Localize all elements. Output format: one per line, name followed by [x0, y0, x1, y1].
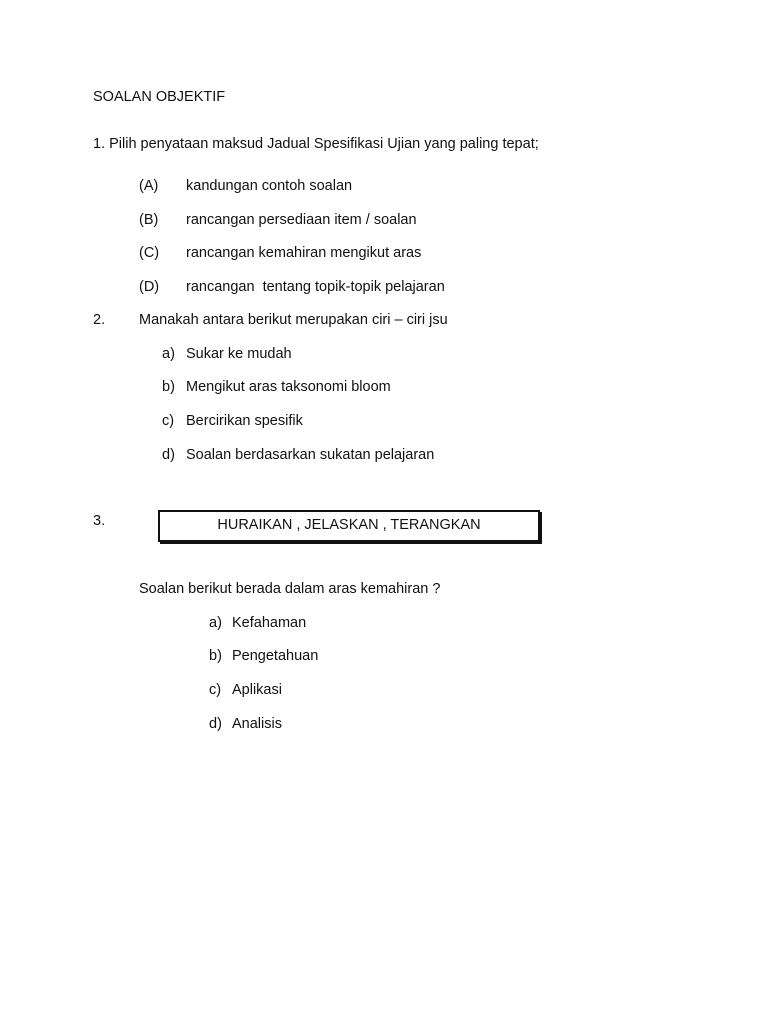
- question-2-number: 2.: [93, 312, 106, 328]
- q2-option-c-text: Bercirikan spesifik: [186, 413, 303, 429]
- q3-option-c-text: Aplikasi: [232, 682, 282, 698]
- keyword-box: HURAIKAN , JELASKAN , TERANGKAN: [158, 510, 540, 542]
- q2-option-a-text: Sukar ke mudah: [186, 346, 292, 362]
- q1-option-d-text: rancangan tentang topik-topik pelajaran: [186, 279, 445, 295]
- q1-option-d-label: (D): [139, 279, 160, 295]
- q3-option-c-label: c): [209, 682, 222, 698]
- q2-option-b-text: Mengikut aras taksonomi bloom: [186, 379, 391, 395]
- q3-option-b-text: Pengetahuan: [232, 648, 319, 664]
- q1-option-a-label: (A): [139, 178, 159, 194]
- q2-option-b-label: b): [162, 379, 175, 395]
- q2-option-d-label: d): [162, 447, 175, 463]
- question-1-text: 1. Pilih penyataan maksud Jadual Spesifikasi Ujian yang paling tepat;: [93, 136, 539, 152]
- q3-option-b-label: b): [209, 648, 222, 664]
- q3-option-a-label: a): [209, 615, 222, 631]
- question-2-text: Manakah antara berikut merupakan ciri – ciri jsu: [139, 312, 448, 328]
- q1-option-c-text: rancangan kemahiran mengikut aras: [186, 245, 422, 261]
- question-3-text: Soalan berikut berada dalam aras kemahiran ?: [139, 581, 441, 597]
- q2-option-c-label: c): [162, 413, 175, 429]
- q1-option-b-text: rancangan persediaan item / soalan: [186, 212, 417, 228]
- q3-option-d-text: Analisis: [232, 716, 282, 732]
- q3-option-a-text: Kefahaman: [232, 615, 307, 631]
- q1-option-b-label: (B): [139, 212, 159, 228]
- question-3-number: 3.: [93, 513, 106, 529]
- q3-option-d-label: d): [209, 716, 222, 732]
- q2-option-a-label: a): [162, 346, 175, 362]
- q1-option-c-label: (C): [139, 245, 160, 261]
- q1-option-a-text: kandungan contoh soalan: [186, 178, 353, 194]
- section-title: SOALAN OBJEKTIF: [93, 89, 226, 105]
- q2-option-d-text: Soalan berdasarkan sukatan pelajaran: [186, 447, 435, 463]
